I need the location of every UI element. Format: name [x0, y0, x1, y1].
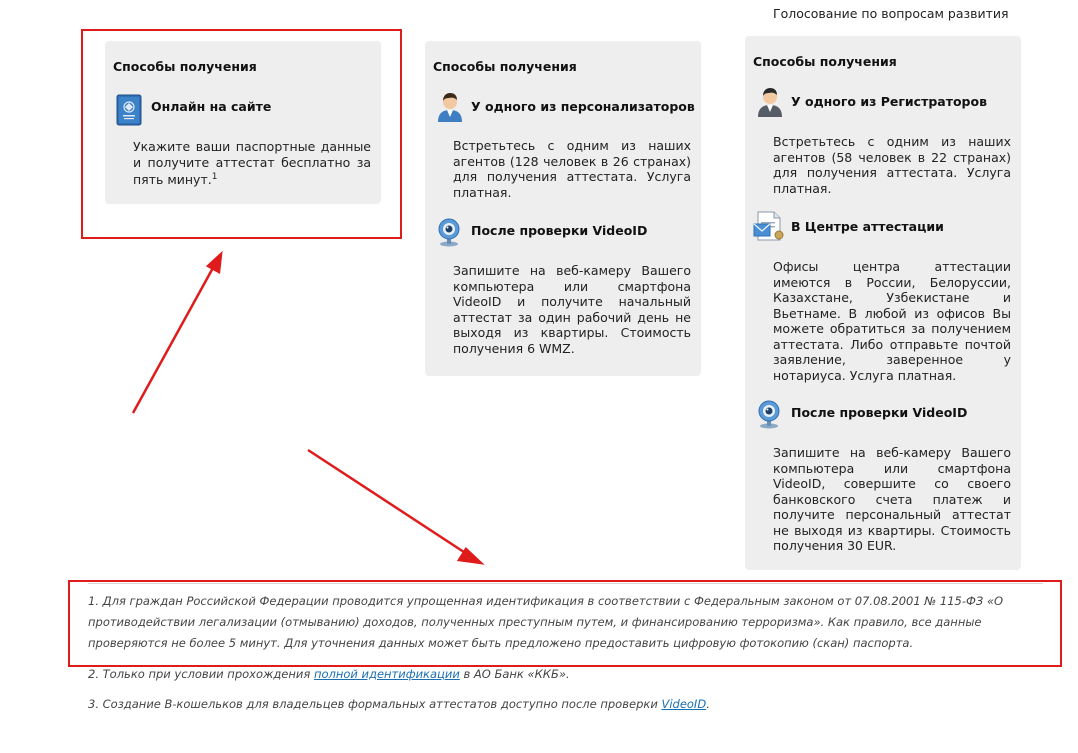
footnote-3-text: 3. Создание B-кошельков для владельцев формальных аттестатов доступно после проверки [88, 697, 662, 711]
footnote-3-tail: . [706, 697, 710, 711]
method-desc-registrars: Встретьтесь с одним из наших агентов (58 человек в 22 странах) для получения аттестата. Услуга платная. [773, 134, 1011, 196]
method-desc-center: Офисы центра аттестации имеются в России, Белоруссии, Казахстане, Узбекистане и Вьетнаме. В любой из офисов Вы можете обратиться за получением аттестата. Либо отправьте почтой заявление, заверенное у нотариуса. Услуга платная. [773, 259, 1011, 383]
footnote-2-text: 2. Только при условии прохождения [88, 667, 314, 681]
method-title-videoid-2[interactable]: После проверки VideoID [791, 405, 968, 420]
card-title: Способы получения [433, 59, 577, 74]
method-title-center[interactable]: В Центре аттестации [791, 219, 944, 234]
development-voting-link[interactable]: Голосование по вопросам развития [773, 6, 1009, 21]
method-desc-personalizers: Встретьтесь с одним из наших агентов (128 человек в 26 странах) для получения аттестата. Услуга платная. [453, 138, 691, 200]
arrow-up-line [133, 266, 214, 413]
arrow-up-head [208, 254, 221, 272]
method-title-personalizers[interactable]: У одного из персонализаторов [471, 99, 695, 114]
method-desc-videoid-2: Запишите на веб-камеру Вашего компьютера или смартфона VideoID, совершите со своего банковского счета платеж и получите персональный аттестат не выходя из квартиры. Стоимость получения 30 EUR. [773, 445, 1011, 553]
method-title-videoid[interactable]: После проверки VideoID [471, 223, 648, 238]
footnote-ref[interactable]: 1 [211, 172, 218, 182]
footnote-1: 1. Для граждан Российской Федерации проводится упрощенная идентификация в соответствии с Федеральным законом от 07.08.2001 № 115-ФЗ «О противодействии легализации (отмыванию) доходов, полученных преступным путем, и финансированию терроризма». Как правило, все данные проверяются не более 5 минут. Для уточнения данных может быть предложено предоставить цифровую фотокопию (скан) паспорта. [88, 594, 1004, 650]
method-title-registrars[interactable]: У одного из Регистраторов [791, 94, 987, 109]
card-title: Способы получения [113, 59, 257, 74]
footnote-2-tail: в АО Банк «ККБ». [459, 667, 570, 681]
card-title: Способы получения [753, 54, 897, 69]
arrow-down-line [308, 450, 470, 556]
full-identification-link[interactable]: полной идентификации [313, 667, 460, 681]
method-desc-videoid: Запишите на веб-камеру Вашего компьютера или смартфона VideoID и получите начальный аттестат за один рабочий день не выходя из квартиры. Стоимость получения 6 WMZ. [453, 263, 691, 356]
method-title-online[interactable]: Онлайн на сайте [151, 99, 272, 114]
desc-text: Укажите ваши паспортные данные и получите аттестат бесплатно за пять минут. [133, 139, 371, 188]
videoid-link[interactable]: VideoID [661, 697, 707, 711]
